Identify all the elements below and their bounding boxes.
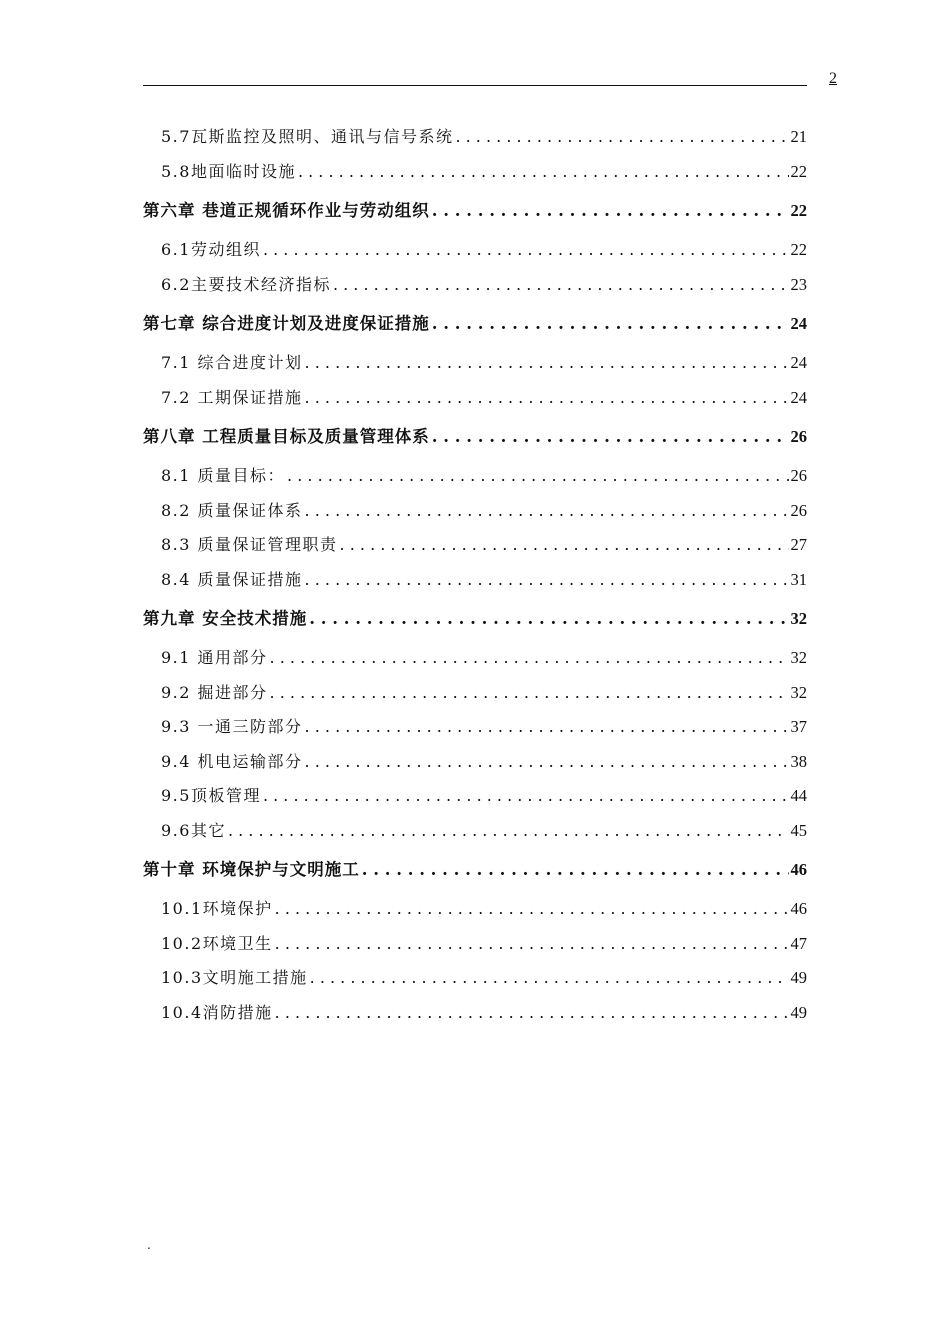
- toc-leader-dots: [305, 563, 789, 598]
- toc-leader-dots: [305, 710, 789, 745]
- toc-entry-page: 46: [790, 899, 807, 918]
- toc-leader-dots: [275, 892, 789, 927]
- toc-entry-title: 9.6其它: [161, 820, 226, 840]
- toc-section-entry[interactable]: [143, 710, 807, 745]
- toc-leader-dots: [305, 494, 789, 529]
- toc-chapter-entry[interactable]: [143, 848, 807, 892]
- toc-entry-title: 7.1 综合进度计划: [161, 353, 303, 372]
- toc-leader-dots: [432, 302, 789, 346]
- toc-leader-dots: [455, 120, 788, 155]
- toc-leader-dots: [340, 528, 789, 563]
- toc-entry-page: 26: [790, 500, 807, 520]
- toc-leader-dots: [305, 745, 789, 780]
- toc-leader-dots: [362, 848, 789, 892]
- toc-entry-page: 46: [790, 860, 807, 879]
- toc-leader-dots: [228, 814, 789, 849]
- toc-leader-dots: [263, 233, 789, 268]
- toc-leader-dots: [275, 927, 789, 962]
- toc-leader-dots: [298, 155, 789, 190]
- toc-entry-title: 10.2环境卫生: [161, 933, 273, 953]
- toc-section-entry[interactable]: [143, 961, 807, 996]
- toc-entry-page: 22: [790, 240, 807, 259]
- toc-leader-dots: [275, 996, 789, 1031]
- toc-chapter-entry[interactable]: [143, 302, 807, 346]
- toc-entry-title: 9.3 一通三防部分: [161, 717, 303, 736]
- page-number: 2: [829, 70, 837, 87]
- toc-leader-dots: [333, 268, 789, 303]
- toc-entry-page: 24: [790, 387, 807, 407]
- toc-section-entry[interactable]: [143, 814, 807, 849]
- toc-entry-title: 10.3文明施工措施: [161, 968, 308, 987]
- table-of-contents: [143, 120, 807, 1030]
- toc-entry-title: 6.1劳动组织: [161, 240, 261, 259]
- toc-chapter-entry[interactable]: [143, 597, 807, 641]
- toc-entry-page: 31: [790, 569, 807, 589]
- toc-entry-page: 47: [790, 933, 807, 953]
- toc-entry-page: 22: [790, 201, 807, 220]
- toc-entry-page: 23: [790, 274, 807, 294]
- toc-entry-title: 8.1 质量目标：: [161, 466, 286, 485]
- toc-section-entry[interactable]: [143, 528, 807, 563]
- toc-entry-title: 第六章 巷道正规循环作业与劳动组织: [143, 201, 430, 220]
- toc-entry-title: 5.8地面临时设施: [161, 161, 296, 181]
- toc-entry-page: 27: [790, 535, 807, 554]
- toc-entry-title: 6.2主要技术经济指标: [161, 274, 331, 294]
- toc-entry-page: 37: [790, 717, 807, 736]
- toc-entry-page: 32: [790, 609, 807, 628]
- toc-entry-page: 49: [790, 968, 807, 987]
- toc-entry-page: 38: [790, 751, 807, 771]
- toc-leader-dots: [270, 676, 789, 711]
- toc-entry-page: 26: [790, 427, 807, 446]
- toc-leader-dots: [305, 381, 789, 416]
- toc-entry-page: 49: [790, 1002, 807, 1022]
- toc-section-entry[interactable]: [143, 563, 807, 598]
- toc-entry-title: 第八章 工程质量目标及质量管理体系: [143, 427, 430, 446]
- toc-entry-title: 8.3 质量保证管理职责: [161, 535, 338, 554]
- toc-section-entry[interactable]: [143, 996, 807, 1031]
- toc-entry-title: 第七章 综合进度计划及进度保证措施: [143, 314, 430, 333]
- toc-leader-dots: [263, 779, 789, 814]
- toc-entry-title: 9.4 机电运输部分: [161, 751, 303, 771]
- toc-entry-page: 45: [790, 820, 807, 840]
- toc-chapter-entry[interactable]: [143, 415, 807, 459]
- toc-section-entry[interactable]: [143, 268, 807, 303]
- toc-entry-page: 24: [790, 314, 807, 333]
- toc-leader-dots: [310, 961, 789, 996]
- toc-section-entry[interactable]: [143, 346, 807, 381]
- toc-entry-title: 第九章 安全技术措施: [143, 609, 308, 628]
- toc-section-entry[interactable]: [143, 494, 807, 529]
- toc-section-entry[interactable]: [143, 641, 807, 676]
- toc-entry-page: 26: [790, 466, 807, 485]
- toc-entry-title: 9.2 掘进部分: [161, 682, 268, 702]
- toc-section-entry[interactable]: [143, 892, 807, 927]
- toc-entry-title: 9.1 通用部分: [161, 648, 268, 667]
- toc-entry-title: 10.4消防措施: [161, 1002, 273, 1022]
- toc-section-entry[interactable]: [143, 381, 807, 416]
- footer-mark: .: [147, 1238, 151, 1252]
- toc-section-entry[interactable]: [143, 233, 807, 268]
- toc-leader-dots: [309, 597, 788, 641]
- toc-section-entry[interactable]: [143, 676, 807, 711]
- toc-entry-title: 7.2 工期保证措施: [161, 387, 303, 407]
- toc-entry-page: 24: [790, 353, 807, 372]
- toc-entry-page: 32: [790, 648, 807, 667]
- toc-section-entry[interactable]: [143, 745, 807, 780]
- toc-leader-dots: [287, 459, 788, 494]
- toc-entry-page: 32: [790, 682, 807, 702]
- toc-leader-dots: [432, 189, 789, 233]
- toc-entry-page: 44: [790, 786, 807, 805]
- toc-entry-title: 8.4 质量保证措施: [161, 569, 303, 589]
- toc-section-entry[interactable]: [143, 927, 807, 962]
- toc-entry-page: 21: [790, 127, 807, 146]
- toc-entry-title: 第十章 环境保护与文明施工: [143, 860, 360, 879]
- toc-section-entry[interactable]: [143, 120, 807, 155]
- toc-entry-title: 5.7瓦斯监控及照明、通讯与信号系统: [161, 127, 454, 146]
- toc-section-entry[interactable]: [143, 779, 807, 814]
- toc-section-entry[interactable]: [143, 459, 807, 494]
- toc-chapter-entry[interactable]: [143, 189, 807, 233]
- toc-entry-title: 8.2 质量保证体系: [161, 500, 303, 520]
- toc-entry-page: 22: [790, 161, 807, 181]
- toc-leader-dots: [305, 346, 789, 381]
- toc-leader-dots: [432, 415, 789, 459]
- header-rule: [143, 85, 807, 86]
- toc-section-entry[interactable]: [143, 155, 807, 190]
- toc-entry-title: 10.1环境保护: [161, 899, 273, 918]
- toc-entry-title: 9.5顶板管理: [161, 786, 261, 805]
- toc-leader-dots: [270, 641, 789, 676]
